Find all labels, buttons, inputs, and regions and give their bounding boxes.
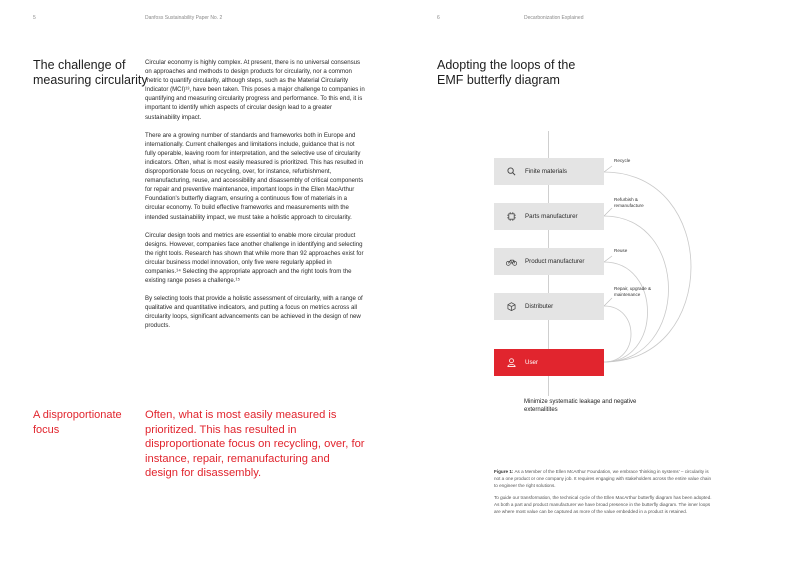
box-product-manufacturer [494, 248, 604, 275]
box-parts-manufacturer [494, 203, 604, 230]
figure-caption-text-2: To guide our transformation, the technical cycle of the Ellen MacArthur butterfly diagram has been adopted. As both a part and product manufacturer we have broad presence in the butterfly diagram. The inner loops are where most value can be captured as more of the value embedded in a product is retained. [494, 495, 712, 514]
flow-connector [548, 320, 549, 349]
flow-connector [548, 185, 549, 203]
box-distributer [494, 293, 604, 320]
box-finite-materials [494, 158, 604, 185]
pull-quote-text: Often, what is most easily measured is prioritized. This has resulted in disproportionate focus on recycling, over, for instance, repair, remanufacturing and design for disassembly. [145, 409, 365, 479]
pull-quote-heading: A disproportionate focus [33, 409, 122, 436]
box-label: Distributer [525, 303, 554, 310]
figure-caption-text: As a Member of the Ellen McArthur Foundation, we embrace 'thinking in systems' – circularity is not a one product or one company job. It requires engaging with stakeholders across the entire value chain to engineer the right solutions. [494, 469, 712, 488]
right-page-title: Adopting the loops of the EMF butterfly diagram [437, 58, 576, 87]
reuse-loop-arc [604, 262, 648, 362]
loop-label-recycle: Recycle [614, 158, 631, 163]
flow-connector [548, 275, 549, 293]
box-label: Parts manufacturer [525, 213, 578, 220]
loop-label-refurbish: Refurbish & remanufacture [614, 197, 644, 208]
box-label: User [525, 359, 539, 366]
loop-label-reuse: Reuse [614, 248, 628, 253]
box-user [494, 349, 604, 376]
body-paragraph: By selecting tools that provide a holistic assessment of circularity, with a range of qualitative and quantitative indicators, and putting a focus on metrics across all circularity loops, significant advancements can be achieved in the design of new products. [145, 295, 363, 330]
package-icon [504, 302, 518, 311]
chip-icon [504, 212, 518, 221]
flow-connector [548, 230, 549, 248]
bicycle-icon [504, 258, 518, 266]
flow-connector [548, 131, 549, 158]
box-label: Finite materials [525, 168, 567, 175]
figure-caption-label: Figure 1: [494, 469, 514, 474]
left-running-title: Danfoss Sustainability Paper No. 2 [145, 15, 223, 21]
search-icon [504, 167, 518, 176]
box-label: Product manufacturer [525, 258, 585, 265]
body-paragraph: Circular design tools and metrics are essential to enable more circular product designs. However, companies face another challenge in identifying and selecting the right tools. Research has shown that while more than 92 approaches exist for circular business model innovation, only five were regularly applied in companies.¹⁴ Selecting the appropriate approach and the right tools from the existing range poses a challenge.¹⁵ [145, 231, 364, 285]
figure-caption [494, 469, 714, 522]
left-page-title: The challenge of measuring circularity [33, 58, 148, 87]
left-page-number: 5 [33, 15, 36, 21]
right-page-number: 6 [437, 15, 440, 21]
repair-loop-arc [604, 306, 631, 362]
body-paragraph: Circular economy is highly complex. At present, there is no universal consensus on approaches and methods to design products for circularity, nor a common metric to quantify circularity, although steps, such as the Material Circularity Indicator (MCI)¹³, have been taken. This poses a major challenge to companies in quantifying and measuring circularity progress and performance. To this end, it is important to identify which aspects of circular design lead to a greater sustainability impact. [145, 59, 365, 121]
right-running-title: Decarbonization Explained [524, 15, 584, 21]
flow-connector [548, 376, 549, 396]
user-icon [504, 358, 518, 367]
body-paragraph: There are a growing number of standards and frameworks both in Europe and internationally. Current challenges and limitations include, guidance that is not fully operable, leaving room for interpretation, and the selective use of circularity indicators. Often, what is most easily measured is prioritized. This has resulted in disproportionate focus on recycling, over, for instance, refurbishment, remanufacturing, reuse, and accessibility and disassembly of critical components for repair and preventive maintenance, important loops in the Ellen MacArthur Foundation's butterfly diagram, ensuring a continuous flow of materials in a circular economy. To build effective frameworks and measurements with the intended sustainability impact, we must take a holistic approach to circularity. [145, 131, 364, 221]
loop-label-repair: Repair, upgrade & maintenance [614, 286, 652, 297]
outflow-caption: Minimize systematic leakage and negative externalitites [524, 399, 637, 413]
